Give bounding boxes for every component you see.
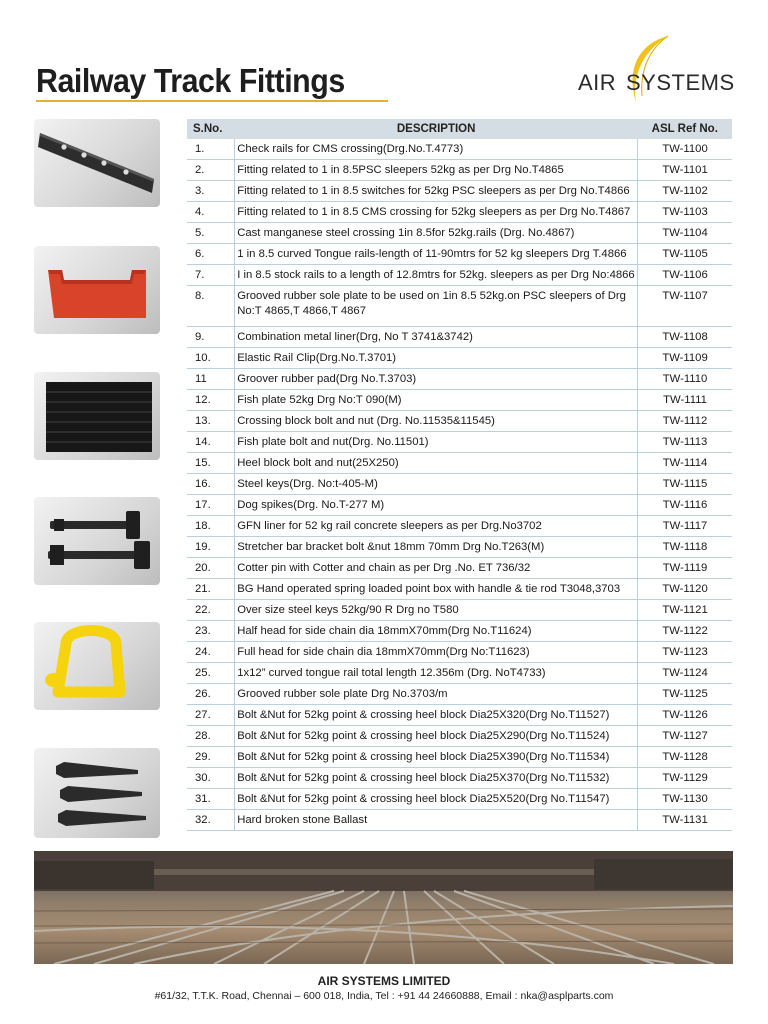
row-ref: TW-1103 bbox=[638, 202, 732, 223]
railway-yard-photo bbox=[34, 851, 733, 964]
row-description: Cast manganese steel crossing 1in 8.5for 52kg.rails (Drg. No.4867) bbox=[235, 223, 638, 244]
row-sno: 24. bbox=[187, 642, 235, 663]
row-sno: 6. bbox=[187, 244, 235, 265]
table-row bbox=[187, 537, 732, 558]
table-row bbox=[187, 810, 732, 831]
table-row bbox=[187, 244, 732, 265]
row-ref: TW-1125 bbox=[638, 684, 732, 705]
row-description: Fitting related to 1 in 8.5 switches for 52kg PSC sleepers as per Drg No.T4866 bbox=[235, 181, 638, 202]
row-description: Half head for side chain dia 18mmX70mm(Drg No.T11624) bbox=[235, 621, 638, 642]
row-sno: 32. bbox=[187, 810, 235, 831]
row-description: Fish plate bolt and nut(Drg. No.11501) bbox=[235, 432, 638, 453]
row-ref: TW-1102 bbox=[638, 181, 732, 202]
logo-word-left: AIR bbox=[578, 70, 617, 95]
row-description: BG Hand operated spring loaded point box with handle & tie rod T3048,3703 bbox=[235, 579, 638, 600]
row-ref: TW-1126 bbox=[638, 705, 732, 726]
table-body bbox=[187, 139, 732, 831]
table-row bbox=[187, 369, 732, 390]
row-sno: 19. bbox=[187, 537, 235, 558]
row-description: Elastic Rail Clip(Drg.No.T.3701) bbox=[235, 348, 638, 369]
table-header-row bbox=[187, 119, 732, 139]
row-sno: 17. bbox=[187, 495, 235, 516]
row-sno: 16. bbox=[187, 474, 235, 495]
row-ref: TW-1123 bbox=[638, 642, 732, 663]
row-sno: 13. bbox=[187, 411, 235, 432]
table-row bbox=[187, 726, 732, 747]
row-ref: TW-1120 bbox=[638, 579, 732, 600]
table-row bbox=[187, 747, 732, 768]
row-sno: 26. bbox=[187, 684, 235, 705]
row-sno: 14. bbox=[187, 432, 235, 453]
row-description: Heel block bolt and nut(25X250) bbox=[235, 453, 638, 474]
row-description: GFN liner for 52 kg rail concrete sleepers as per Drg.No3702 bbox=[235, 516, 638, 537]
row-sno: 22. bbox=[187, 600, 235, 621]
footer-company: AIR SYSTEMS LIMITED bbox=[317, 974, 451, 988]
row-description: Groover rubber pad(Drg No.T.3703) bbox=[235, 369, 638, 390]
row-ref: TW-1118 bbox=[638, 537, 732, 558]
table-row bbox=[187, 516, 732, 537]
row-description: Bolt &Nut for 52kg point & crossing heel block Dia25X370(Drg No.T11532) bbox=[235, 768, 638, 789]
row-sno: 4. bbox=[187, 202, 235, 223]
row-description: Fitting related to 1 in 8.5PSC sleepers 52kg as per Drg No.T4865 bbox=[235, 160, 638, 181]
row-ref: TW-1128 bbox=[638, 747, 732, 768]
column-header-description: DESCRIPTION bbox=[235, 119, 638, 139]
row-sno: 3. bbox=[187, 181, 235, 202]
row-description: Over size steel keys 52kg/90 R Drg no T580 bbox=[235, 600, 638, 621]
row-ref: TW-1130 bbox=[638, 789, 732, 810]
company-logo bbox=[578, 32, 738, 114]
row-ref: TW-1113 bbox=[638, 432, 732, 453]
shackle-image bbox=[34, 622, 160, 710]
table-row bbox=[187, 684, 732, 705]
row-description: Check rails for CMS crossing(Drg.No.T.4773) bbox=[235, 139, 638, 160]
logo-word-right: SYSTEMS bbox=[626, 70, 735, 95]
row-ref: TW-1116 bbox=[638, 495, 732, 516]
row-description: Crossing block bolt and nut (Drg. No.11535&11545) bbox=[235, 411, 638, 432]
row-ref: TW-1112 bbox=[638, 411, 732, 432]
row-description: Grooved rubber sole plate Drg No.3703/m bbox=[235, 684, 638, 705]
row-ref: TW-1105 bbox=[638, 244, 732, 265]
title-underline bbox=[36, 100, 388, 102]
page-title: Railway Track Fittings bbox=[36, 62, 345, 99]
row-description: Cotter pin with Cotter and chain as per Drg .No. ET 736/32 bbox=[235, 558, 638, 579]
row-description: Grooved rubber sole plate to be used on 1in 8.5 52kg.on PSC sleepers of Drg No:T 4865,T 4866,T 4867 bbox=[235, 286, 638, 327]
row-sno: 25. bbox=[187, 663, 235, 684]
row-sno: 18. bbox=[187, 516, 235, 537]
row-sno: 10. bbox=[187, 348, 235, 369]
row-ref: TW-1101 bbox=[638, 160, 732, 181]
table-row bbox=[187, 600, 732, 621]
table-row bbox=[187, 265, 732, 286]
row-description: Steel keys(Drg. No:t-405-M) bbox=[235, 474, 638, 495]
row-ref: TW-1100 bbox=[638, 139, 732, 160]
bolt-nut-image bbox=[34, 497, 160, 585]
table-row bbox=[187, 286, 732, 327]
table-row bbox=[187, 390, 732, 411]
table-row bbox=[187, 432, 732, 453]
row-ref: TW-1127 bbox=[638, 726, 732, 747]
row-sno: 11 bbox=[187, 369, 235, 390]
table-row bbox=[187, 327, 732, 348]
footer-address: #61/32, T.T.K. Road, Chennai – 600 018, India, Tel : +91 44 24660888, Email : nka@asplparts.com bbox=[154, 990, 614, 1002]
row-ref: TW-1110 bbox=[638, 369, 732, 390]
table-row bbox=[187, 181, 732, 202]
table-row bbox=[187, 160, 732, 181]
row-ref: TW-1114 bbox=[638, 453, 732, 474]
fittings-table bbox=[187, 119, 732, 831]
table-row bbox=[187, 768, 732, 789]
row-sno: 12. bbox=[187, 390, 235, 411]
row-sno: 31. bbox=[187, 789, 235, 810]
table-row bbox=[187, 642, 732, 663]
row-ref: TW-1106 bbox=[638, 265, 732, 286]
row-description: Combination metal liner(Drg, No T 3741&3742) bbox=[235, 327, 638, 348]
row-sno: 2. bbox=[187, 160, 235, 181]
row-description: Bolt &Nut for 52kg point & crossing heel block Dia25X290(Drg No.T11524) bbox=[235, 726, 638, 747]
row-description: Hard broken stone Ballast bbox=[235, 810, 638, 831]
table-row bbox=[187, 223, 732, 244]
row-ref: TW-1117 bbox=[638, 516, 732, 537]
table-row bbox=[187, 348, 732, 369]
row-ref: TW-1104 bbox=[638, 223, 732, 244]
row-description: 1 in 8.5 curved Tongue rails-length of 11-90mtrs for 52 kg sleepers Drg T.4866 bbox=[235, 244, 638, 265]
row-ref: TW-1119 bbox=[638, 558, 732, 579]
row-description: Stretcher bar bracket bolt &nut 18mm 70mm Drg No.T263(M) bbox=[235, 537, 638, 558]
row-sno: 29. bbox=[187, 747, 235, 768]
table-row bbox=[187, 474, 732, 495]
row-sno: 20. bbox=[187, 558, 235, 579]
dog-spikes-image bbox=[34, 748, 160, 838]
row-description: 1x12” curved tongue rail total length 12.356m (Drg. NoT4733) bbox=[235, 663, 638, 684]
column-header-ref: ASL Ref No. bbox=[638, 119, 732, 139]
row-sno: 15. bbox=[187, 453, 235, 474]
table-row bbox=[187, 202, 732, 223]
row-sno: 23. bbox=[187, 621, 235, 642]
row-ref: TW-1109 bbox=[638, 348, 732, 369]
row-sno: 5. bbox=[187, 223, 235, 244]
row-sno: 9. bbox=[187, 327, 235, 348]
table-row bbox=[187, 558, 732, 579]
check-rail-image bbox=[34, 119, 160, 207]
row-description: Bolt &Nut for 52kg point & crossing heel block Dia25X520(Drg No.T11547) bbox=[235, 789, 638, 810]
row-sno: 7. bbox=[187, 265, 235, 286]
row-ref: TW-1131 bbox=[638, 810, 732, 831]
row-description: Fitting related to 1 in 8.5 CMS crossing for 52kg sleepers as per Drg No.T4867 bbox=[235, 202, 638, 223]
row-ref: TW-1124 bbox=[638, 663, 732, 684]
table-row bbox=[187, 663, 732, 684]
row-ref: TW-1122 bbox=[638, 621, 732, 642]
table-row bbox=[187, 411, 732, 432]
table-row bbox=[187, 621, 732, 642]
table-row bbox=[187, 495, 732, 516]
row-ref: TW-1107 bbox=[638, 286, 732, 327]
table-row bbox=[187, 705, 732, 726]
row-ref: TW-1121 bbox=[638, 600, 732, 621]
table-row bbox=[187, 453, 732, 474]
table-row bbox=[187, 789, 732, 810]
row-sno: 1. bbox=[187, 139, 235, 160]
rubber-pad-image bbox=[34, 372, 160, 460]
row-description: Full head for side chain dia 18mmX70mm(Drg No:T11623) bbox=[235, 642, 638, 663]
row-sno: 30. bbox=[187, 768, 235, 789]
row-description: Dog spikes(Drg. No.T-277 M) bbox=[235, 495, 638, 516]
cast-crossing-image bbox=[34, 246, 160, 334]
row-description: I in 8.5 stock rails to a length of 12.8mtrs for 52kg. sleepers as per Drg No:4866 bbox=[235, 265, 638, 286]
row-ref: TW-1108 bbox=[638, 327, 732, 348]
row-description: Bolt &Nut for 52kg point & crossing heel block Dia25X390(Drg No.T11534) bbox=[235, 747, 638, 768]
row-sno: 8. bbox=[187, 286, 235, 327]
row-ref: TW-1115 bbox=[638, 474, 732, 495]
row-description: Fish plate 52kg Drg No:T 090(M) bbox=[235, 390, 638, 411]
row-ref: TW-1129 bbox=[638, 768, 732, 789]
table-row bbox=[187, 139, 732, 160]
row-ref: TW-1111 bbox=[638, 390, 732, 411]
table-row bbox=[187, 579, 732, 600]
row-sno: 21. bbox=[187, 579, 235, 600]
row-description: Bolt &Nut for 52kg point & crossing heel block Dia25X320(Drg No.T11527) bbox=[235, 705, 638, 726]
row-sno: 27. bbox=[187, 705, 235, 726]
row-sno: 28. bbox=[187, 726, 235, 747]
column-header-sno: S.No. bbox=[187, 119, 235, 139]
